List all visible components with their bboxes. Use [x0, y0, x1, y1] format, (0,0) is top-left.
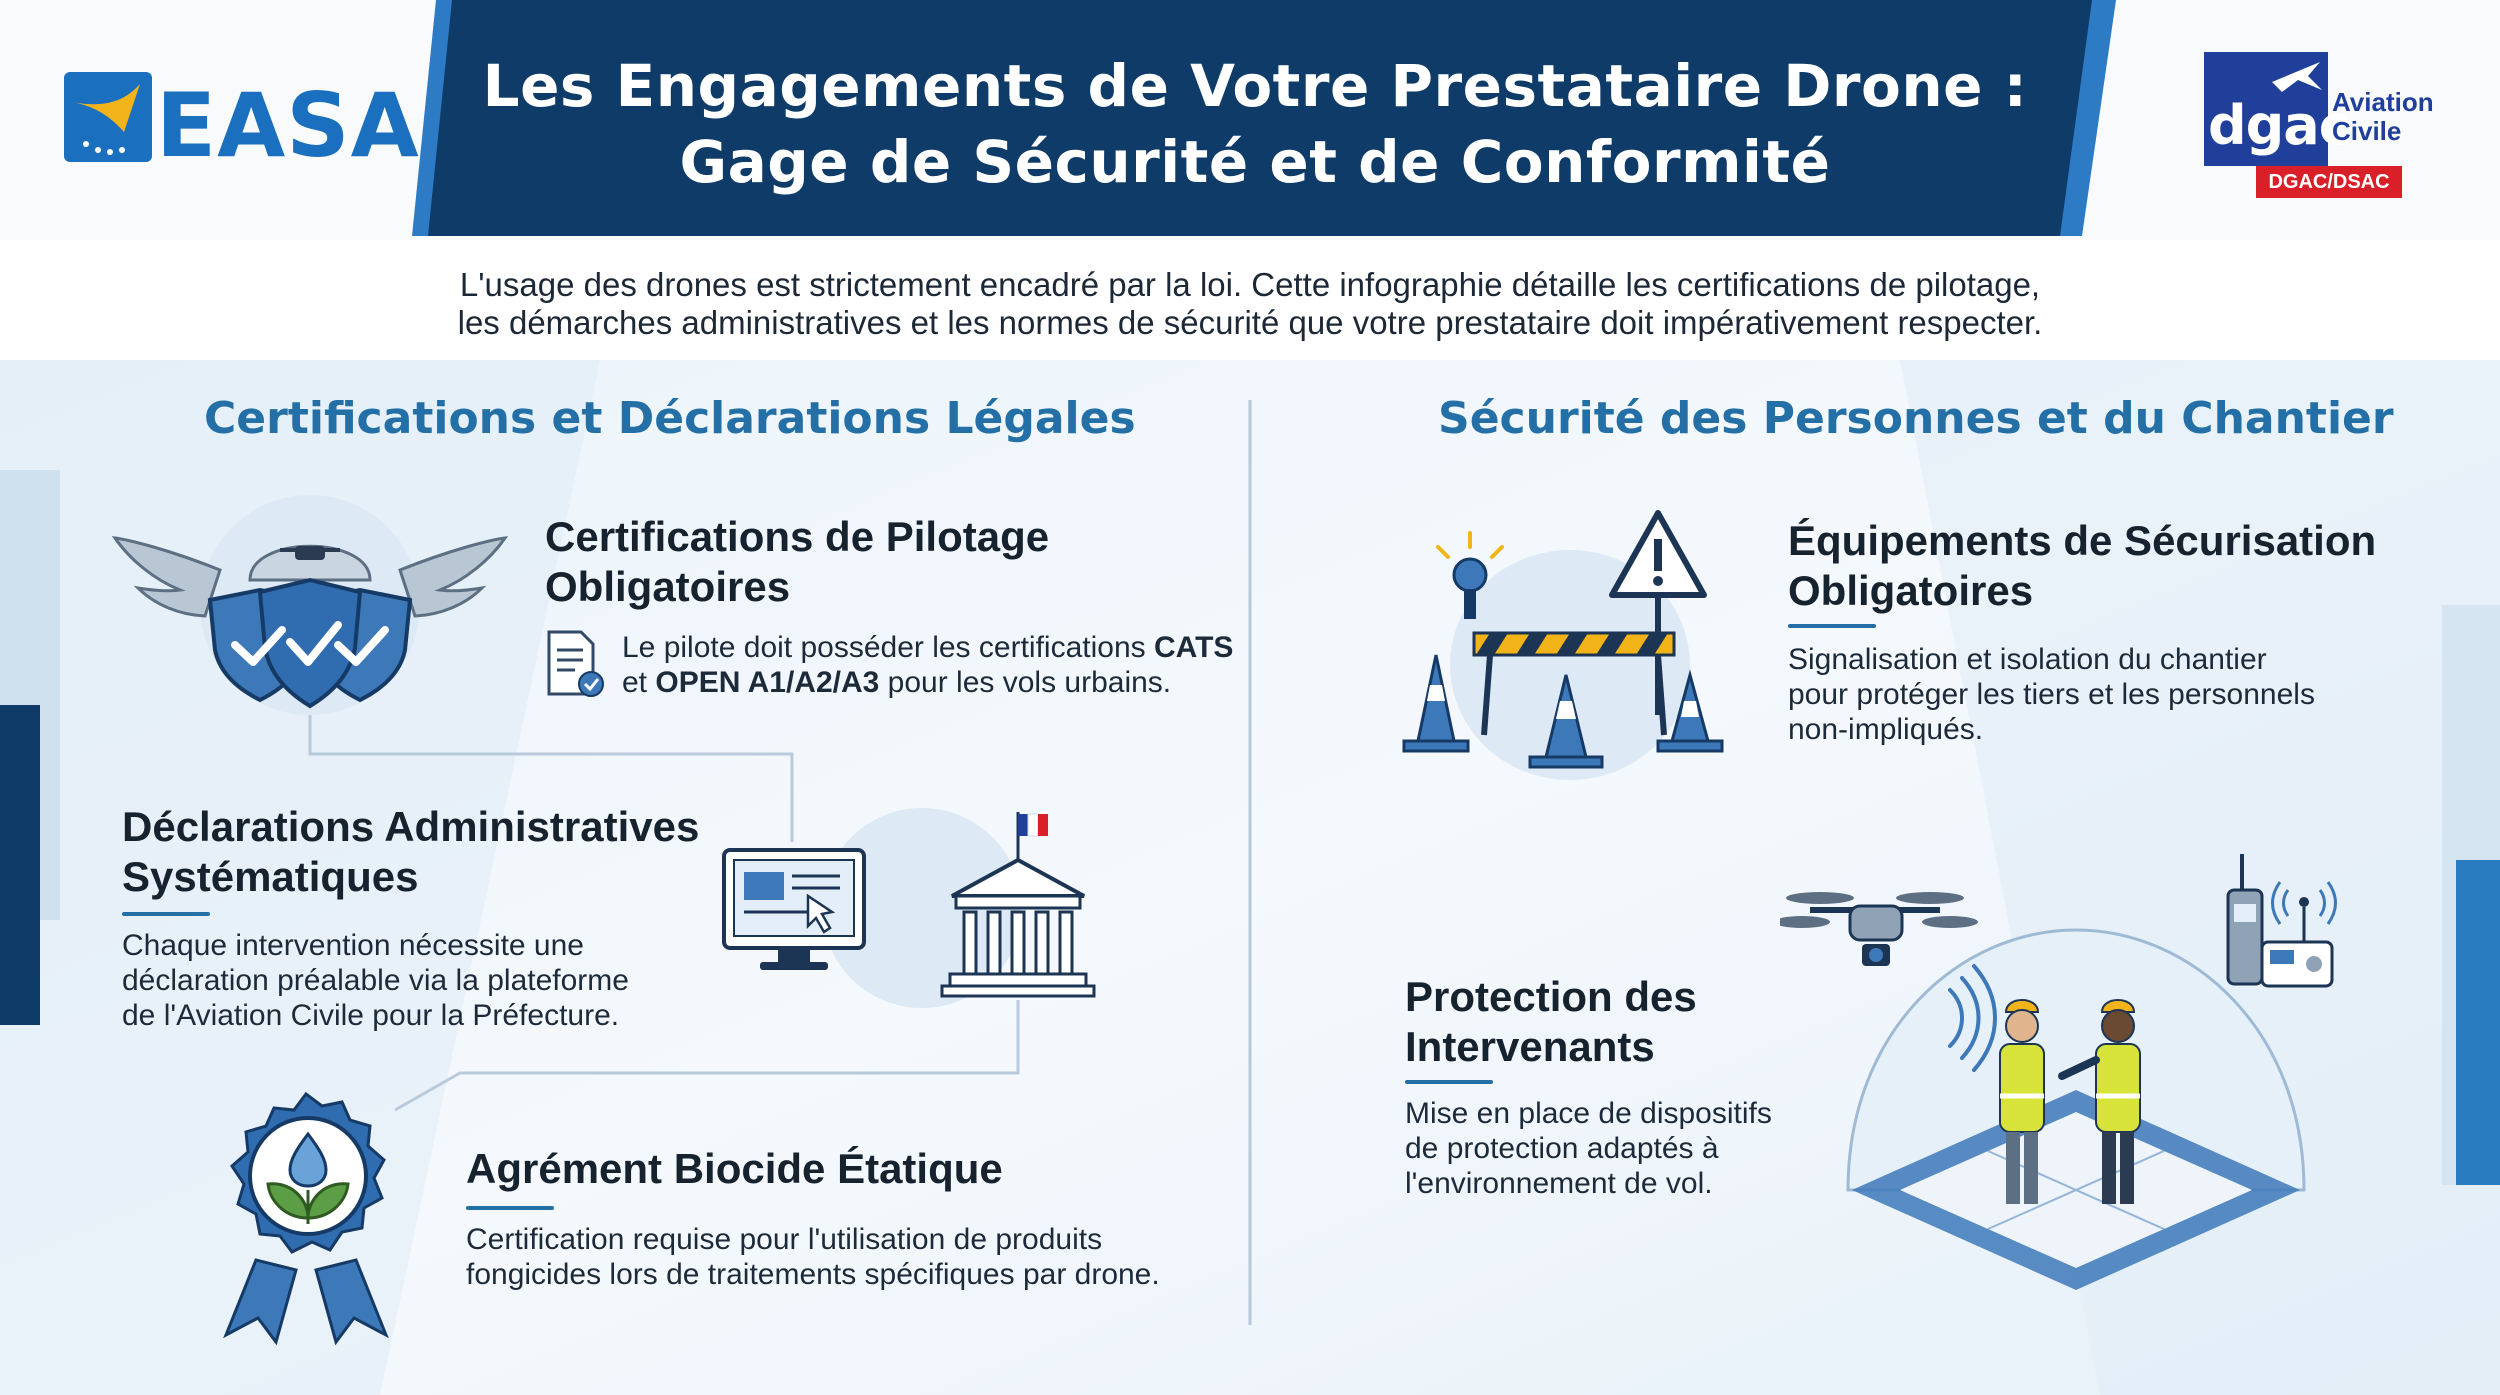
intro-text-line-2: les démarches administratives et les normes de sécurité que votre prestataire doit impérativement respecter.	[457, 304, 2043, 341]
dgac-aviation-label: Aviation	[2332, 87, 2434, 117]
safety-equipment-title-line-2: Obligatoires	[1788, 567, 2034, 614]
easa-emblem-icon	[64, 72, 152, 162]
dgac-dsac-badge: DGAC/DSAC	[2256, 166, 2402, 198]
administrative-declaration-desc-line-2: déclaration préalable via la plateforme	[122, 964, 629, 997]
dgac-aviation-civile	[2332, 88, 2434, 146]
drone-workers-dome-icon	[1780, 850, 2370, 1320]
administrative-declaration-desc-line-1: Chaque intervention nécessite une	[122, 929, 584, 962]
biocide-approval-desc-line-2: fongicides lors de traitements spécifiques par drone.	[466, 1258, 1160, 1291]
administrative-declaration-title	[122, 802, 699, 902]
dgac-wordmark: dgac	[2208, 94, 2350, 157]
worker-protection-desc-line-2: de protection adaptés à	[1405, 1132, 1719, 1165]
pilot-certification-desc-2-prefix: et	[622, 666, 656, 699]
worker-protection-desc-line-3: l'environnement de vol.	[1405, 1167, 1713, 1200]
pilot-certification-desc-line-1	[622, 630, 1233, 665]
administrative-declaration-underline	[122, 912, 210, 916]
biocide-approval-title: Agrément Biocide Étatique	[466, 1145, 1003, 1192]
administrative-declaration-title-line-2: Systématiques	[122, 853, 419, 900]
safety-equipment-desc-line-1: Signalisation et isolation du chantier	[1788, 643, 2267, 676]
radio-icon	[2228, 854, 2336, 986]
main-title-line-2: Gage de Sécurité et de Conformité	[679, 128, 1831, 196]
right-section-title: Sécurité des Personnes et du Chantier	[1438, 393, 2394, 444]
certified-document-icon	[545, 630, 607, 704]
easa-logo	[64, 70, 420, 177]
traffic-cones-barrier-icon	[1390, 505, 1750, 780]
dgac-civile-label: Civile	[2332, 116, 2402, 146]
winged-shields-drone-icon	[110, 480, 510, 720]
pilot-certification-title	[545, 512, 1049, 612]
biocide-approval-description	[466, 1222, 1160, 1292]
administrative-declaration-description	[122, 928, 629, 1033]
worker-protection-underline	[1405, 1080, 1493, 1084]
safety-equipment-desc-line-2: pour protéger les tiers et les personnels	[1788, 678, 2315, 711]
pilot-certification-desc-2-suffix: pour les vols urbains.	[879, 666, 1172, 699]
intro-text-line-1: L'usage des drones est strictement encadré par la loi. Cette infographie détaille les certifications de pilotage,	[459, 266, 2041, 303]
safety-equipment-title-line-1: Équipements de Sécurisation	[1788, 517, 2377, 564]
pilot-certification-description	[622, 630, 1233, 700]
dgac-logo	[2204, 52, 2454, 202]
main-title-line-1: Les Engagements de Votre Prestataire Drone :	[482, 52, 2028, 120]
worker-protection-title-line-2: Intervenants	[1405, 1023, 1655, 1070]
worker-protection-title	[1405, 972, 1697, 1072]
pilot-certification-desc-line-2	[622, 665, 1233, 700]
pilot-certification-title-line-1: Certifications de Pilotage	[545, 513, 1050, 560]
leaf-drop-rosette-icon	[196, 1090, 416, 1350]
open-certification-label: OPEN A1/A2/A3	[655, 666, 880, 699]
pilot-certification-title-line-2: Obligatoires	[545, 563, 791, 610]
cats-certification-label: CATS	[1153, 631, 1234, 664]
worker-protection-desc-line-1: Mise en place de dispositifs	[1405, 1097, 1772, 1130]
plane-icon	[2268, 56, 2324, 96]
left-section-title: Certifications et Déclarations Légales	[204, 393, 1136, 444]
dgac-logo-box	[2204, 52, 2350, 166]
pilot-certification-desc-1-text: Le pilote doit posséder les certifications	[622, 631, 1154, 664]
easa-wordmark: EASA	[156, 74, 420, 177]
safety-equipment-underline	[1788, 624, 1876, 628]
worker-protection-title-line-1: Protection des	[1405, 973, 1697, 1020]
safety-equipment-description	[1788, 642, 2315, 747]
worker-protection-description	[1405, 1096, 1772, 1201]
declaration-illustration	[712, 800, 1112, 1020]
biocide-approval-desc-line-1: Certification requise pour l'utilisation de produits	[466, 1223, 1103, 1256]
administrative-declaration-title-line-1: Déclarations Administratives	[122, 803, 700, 850]
drone-icon	[1780, 892, 1978, 966]
biocide-approval-underline	[466, 1206, 554, 1210]
safety-equipment-title	[1788, 516, 2376, 616]
administrative-declaration-desc-line-3: de l'Aviation Civile pour la Préfecture.	[122, 999, 620, 1032]
safety-equipment-desc-line-3: non-impliqués.	[1788, 713, 1984, 746]
